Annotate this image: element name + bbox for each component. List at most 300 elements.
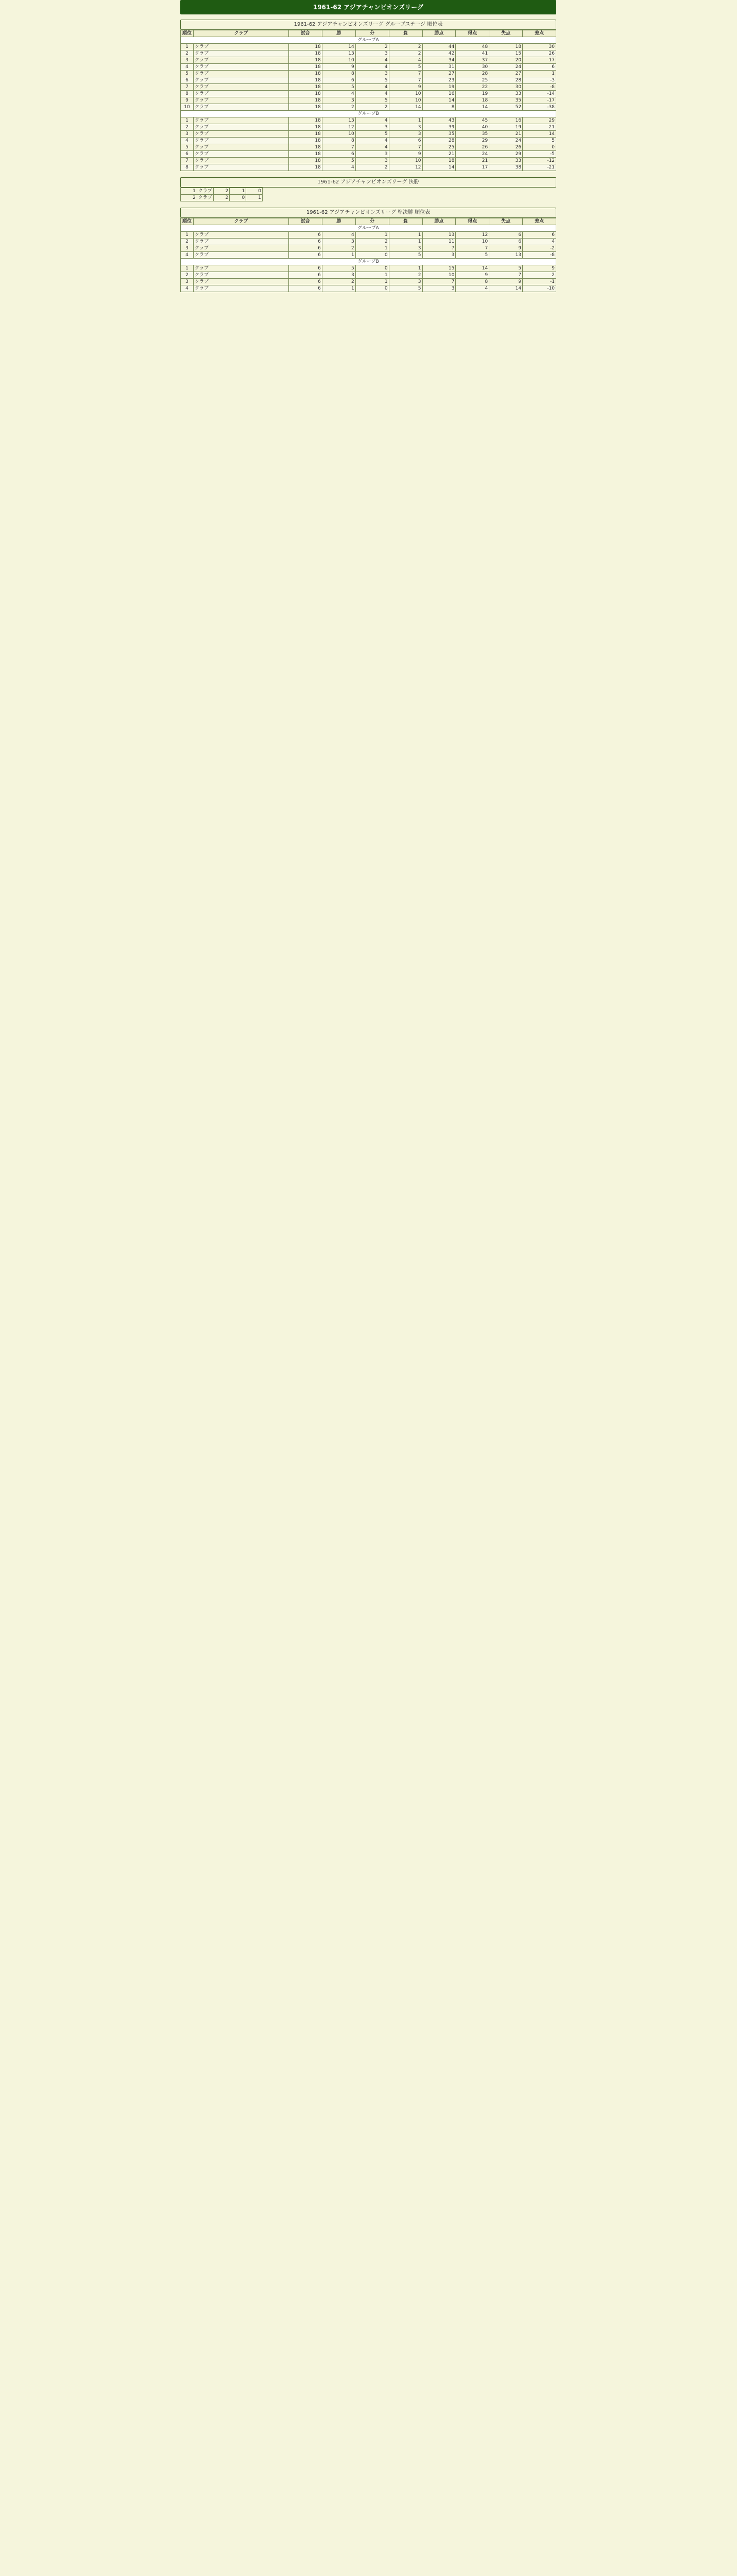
table-cell: 48 xyxy=(456,44,489,50)
table-cell: -10 xyxy=(523,285,556,292)
table-cell: 27 xyxy=(422,71,456,77)
table-cell: 1 xyxy=(355,232,389,239)
table-header-row xyxy=(181,30,556,37)
table-row xyxy=(181,138,556,144)
table-cell: 6 xyxy=(181,77,194,84)
table-cell: 30 xyxy=(523,44,556,50)
table-cell: -14 xyxy=(523,91,556,97)
table-cell: 4 xyxy=(355,57,389,64)
table-row xyxy=(181,104,556,111)
table-cell: 26 xyxy=(456,144,489,151)
table-cell: 3 xyxy=(181,57,194,64)
table-cell: 12 xyxy=(456,232,489,239)
table-cell: クラブ xyxy=(194,117,289,124)
table-row xyxy=(181,245,556,252)
table-cell: -5 xyxy=(523,151,556,158)
table-cell: 18 xyxy=(289,57,322,64)
table-cell: -38 xyxy=(523,104,556,111)
table-cell: 3 xyxy=(355,124,389,131)
table-cell: 25 xyxy=(422,144,456,151)
table-cell: 0 xyxy=(355,265,389,272)
table-cell: 30 xyxy=(456,64,489,71)
table-cell: 3 xyxy=(355,50,389,57)
table-cell: 29 xyxy=(523,117,556,124)
group-row xyxy=(181,225,556,232)
table-cell: 10 xyxy=(456,239,489,245)
table-cell: 18 xyxy=(289,84,322,91)
table-cell: クラブ xyxy=(194,265,289,272)
table-cell: 5 xyxy=(389,64,422,71)
table-cell: 2 xyxy=(389,50,422,57)
table-cell: 2 xyxy=(181,195,197,201)
table-cell: 7 xyxy=(456,245,489,252)
table-row xyxy=(181,77,556,84)
table-cell: クラブ xyxy=(194,138,289,144)
table-cell: クラブ xyxy=(197,195,213,201)
table-row xyxy=(181,164,556,171)
section-title: 1961-62 アジアチャンピオンズリーグ 決勝 xyxy=(180,177,556,188)
table-cell: 33 xyxy=(489,91,523,97)
table-cell: 34 xyxy=(422,57,456,64)
table-cell: 5 xyxy=(389,252,422,259)
col-header: 失点 xyxy=(489,218,523,225)
table-cell: 4 xyxy=(355,117,389,124)
table-cell: 9 xyxy=(181,97,194,104)
table-cell: クラブ xyxy=(194,232,289,239)
col-header: 試合 xyxy=(289,218,322,225)
table-cell: 8 xyxy=(456,279,489,285)
table-cell: 10 xyxy=(322,57,355,64)
table-cell: 42 xyxy=(422,50,456,57)
table-cell: 5 xyxy=(389,285,422,292)
table-cell: 6 xyxy=(523,64,556,71)
col-rank: 順位 xyxy=(181,218,194,225)
section xyxy=(180,208,556,292)
table-cell: 1 xyxy=(389,117,422,124)
table-cell: 2 xyxy=(355,44,389,50)
table-cell: 10 xyxy=(389,91,422,97)
table-cell: 43 xyxy=(422,117,456,124)
table-cell: 28 xyxy=(422,138,456,144)
table-cell: 29 xyxy=(489,151,523,158)
table-cell: 14 xyxy=(422,164,456,171)
table-cell: 3 xyxy=(389,124,422,131)
table-cell: 7 xyxy=(181,84,194,91)
table-cell: -12 xyxy=(523,158,556,164)
table-cell: 2 xyxy=(322,245,355,252)
table-cell: 3 xyxy=(422,252,456,259)
table-row xyxy=(181,195,263,201)
table-cell: クラブ xyxy=(194,84,289,91)
table-cell: 5 xyxy=(181,144,194,151)
table-cell: 4 xyxy=(523,239,556,245)
table-cell: 8 xyxy=(322,138,355,144)
col-header: 勝点 xyxy=(422,30,456,37)
table-cell: -1 xyxy=(523,279,556,285)
table-cell: 9 xyxy=(489,245,523,252)
table-cell: 3 xyxy=(389,279,422,285)
spacer xyxy=(180,14,556,20)
table-cell: 12 xyxy=(389,164,422,171)
table-cell: 2 xyxy=(181,50,194,57)
table-cell: 1 xyxy=(355,279,389,285)
table-cell: 8 xyxy=(322,71,355,77)
table-cell: クラブ xyxy=(194,104,289,111)
table-cell: 4 xyxy=(355,91,389,97)
table-cell: 6 xyxy=(289,232,322,239)
table-cell: 9 xyxy=(389,84,422,91)
table-cell: 4 xyxy=(389,57,422,64)
table-cell: 25 xyxy=(456,77,489,84)
table-cell: 2 xyxy=(355,239,389,245)
table-cell: 5 xyxy=(322,84,355,91)
table-cell: 14 xyxy=(389,104,422,111)
table-cell: 33 xyxy=(489,158,523,164)
table-row xyxy=(181,124,556,131)
table-cell: 38 xyxy=(489,164,523,171)
table-cell: 18 xyxy=(289,44,322,50)
table-cell: 18 xyxy=(289,151,322,158)
table-cell: クラブ xyxy=(194,64,289,71)
table-cell: 18 xyxy=(489,44,523,50)
table-cell: 2 xyxy=(355,104,389,111)
col-header: 差点 xyxy=(523,30,556,37)
table-cell: 19 xyxy=(489,124,523,131)
table-cell: 1 xyxy=(523,71,556,77)
table-cell: 5 xyxy=(489,265,523,272)
table-cell: 16 xyxy=(489,117,523,124)
table-cell: 18 xyxy=(289,91,322,97)
table-cell: クラブ xyxy=(194,50,289,57)
table-cell: 2 xyxy=(213,195,230,201)
table-cell: 22 xyxy=(456,84,489,91)
table-cell: 1 xyxy=(246,195,263,201)
table-cell: 39 xyxy=(422,124,456,131)
table-cell: 8 xyxy=(181,91,194,97)
table-cell: 18 xyxy=(289,158,322,164)
table-cell: 2 xyxy=(322,104,355,111)
table-cell: 7 xyxy=(489,272,523,279)
table-cell: 14 xyxy=(456,265,489,272)
col-header: 試合 xyxy=(289,30,322,37)
final-table xyxy=(180,188,263,201)
table-cell: 3 xyxy=(322,239,355,245)
table-cell: 9 xyxy=(523,265,556,272)
table-cell: 18 xyxy=(289,77,322,84)
table-cell: 4 xyxy=(181,64,194,71)
table-cell: クラブ xyxy=(194,272,289,279)
table-cell: 21 xyxy=(422,151,456,158)
col-rank: 順位 xyxy=(181,30,194,37)
table-cell: 26 xyxy=(489,144,523,151)
table-cell: 6 xyxy=(289,265,322,272)
table-cell: 4 xyxy=(355,64,389,71)
table-row xyxy=(181,117,556,124)
table-cell: クラブ xyxy=(194,252,289,259)
table-cell: 18 xyxy=(422,158,456,164)
table-row xyxy=(181,131,556,138)
col-header: 分 xyxy=(355,218,389,225)
standings-table xyxy=(180,218,556,292)
page-content xyxy=(180,0,556,999)
table-cell: 6 xyxy=(181,151,194,158)
table-cell: 6 xyxy=(289,245,322,252)
table-cell: クラブ xyxy=(194,164,289,171)
table-cell: 18 xyxy=(289,97,322,104)
section xyxy=(180,177,556,201)
table-cell: 4 xyxy=(355,144,389,151)
table-cell: 3 xyxy=(181,279,194,285)
table-cell: 18 xyxy=(289,117,322,124)
table-cell: 10 xyxy=(389,97,422,104)
table-cell: 6 xyxy=(289,239,322,245)
table-cell: 14 xyxy=(422,97,456,104)
table-cell: 6 xyxy=(523,232,556,239)
table-cell: 5 xyxy=(355,77,389,84)
table-row xyxy=(181,188,263,195)
table-cell: 5 xyxy=(456,252,489,259)
table-cell: 29 xyxy=(456,138,489,144)
table-cell: 1 xyxy=(389,232,422,239)
table-cell: 4 xyxy=(181,285,194,292)
table-cell: 24 xyxy=(489,64,523,71)
table-cell: 5 xyxy=(523,138,556,144)
table-cell: 0 xyxy=(246,188,263,195)
table-cell: 7 xyxy=(422,245,456,252)
table-cell: クラブ xyxy=(194,77,289,84)
table-cell: 1 xyxy=(181,188,197,195)
table-cell: 18 xyxy=(289,164,322,171)
table-cell: 1 xyxy=(355,245,389,252)
table-cell: 3 xyxy=(322,272,355,279)
table-cell: 3 xyxy=(355,158,389,164)
table-cell: 5 xyxy=(322,265,355,272)
table-cell: クラブ xyxy=(194,151,289,158)
table-cell: 13 xyxy=(322,117,355,124)
table-cell: 18 xyxy=(456,97,489,104)
table-cell: 6 xyxy=(389,138,422,144)
section-title: 1961-62 アジアチャンピオンズリーグ 準決勝 順位表 xyxy=(180,208,556,218)
table-cell: -8 xyxy=(523,252,556,259)
page-title: 1961-62 アジアチャンピオンズリーグ xyxy=(180,0,556,14)
table-cell: 0 xyxy=(355,285,389,292)
table-cell: 26 xyxy=(523,50,556,57)
col-header: 得点 xyxy=(456,218,489,225)
page xyxy=(0,0,737,999)
col-header: 失点 xyxy=(489,30,523,37)
table-cell: 4 xyxy=(322,164,355,171)
table-cell: 4 xyxy=(181,138,194,144)
group-label: グループB xyxy=(181,111,556,117)
table-cell: 28 xyxy=(489,77,523,84)
table-cell: 10 xyxy=(389,158,422,164)
table-cell: 1 xyxy=(322,252,355,259)
table-cell: クラブ xyxy=(194,285,289,292)
table-cell: 21 xyxy=(456,158,489,164)
table-cell: 3 xyxy=(355,151,389,158)
table-cell: 1 xyxy=(181,117,194,124)
table-cell: 6 xyxy=(289,272,322,279)
table-cell: 24 xyxy=(456,151,489,158)
table-cell: 13 xyxy=(422,232,456,239)
table-cell: 4 xyxy=(322,91,355,97)
table-cell: クラブ xyxy=(194,158,289,164)
col-header: 負 xyxy=(389,218,422,225)
table-cell: 44 xyxy=(422,44,456,50)
standings-table xyxy=(180,30,556,171)
table-cell: 2 xyxy=(181,239,194,245)
table-cell: 37 xyxy=(456,57,489,64)
table-cell: 12 xyxy=(322,124,355,131)
table-cell: 5 xyxy=(355,97,389,104)
table-row xyxy=(181,44,556,50)
col-header: 勝 xyxy=(322,30,355,37)
table-cell: クラブ xyxy=(194,245,289,252)
table-cell: 31 xyxy=(422,64,456,71)
table-row xyxy=(181,64,556,71)
table-cell: 2 xyxy=(181,272,194,279)
col-header: 勝点 xyxy=(422,218,456,225)
table-cell: -21 xyxy=(523,164,556,171)
table-cell: 0 xyxy=(355,252,389,259)
table-cell: 4 xyxy=(322,232,355,239)
table-cell: クラブ xyxy=(197,188,213,195)
table-cell: 15 xyxy=(489,50,523,57)
table-row xyxy=(181,84,556,91)
table-cell: 4 xyxy=(181,252,194,259)
table-cell: 13 xyxy=(489,252,523,259)
table-row xyxy=(181,252,556,259)
table-cell: 7 xyxy=(389,71,422,77)
table-cell: -3 xyxy=(523,77,556,84)
table-cell: 28 xyxy=(456,71,489,77)
group-row xyxy=(181,111,556,117)
table-cell: 5 xyxy=(181,71,194,77)
table-cell: クラブ xyxy=(194,131,289,138)
table-cell: 14 xyxy=(489,285,523,292)
table-cell: 23 xyxy=(422,77,456,84)
group-label: グループA xyxy=(181,225,556,232)
table-cell: 8 xyxy=(422,104,456,111)
table-cell: 1 xyxy=(181,232,194,239)
table-cell: 5 xyxy=(355,131,389,138)
table-cell: 35 xyxy=(422,131,456,138)
table-cell: 1 xyxy=(322,285,355,292)
table-cell: 1 xyxy=(389,239,422,245)
table-cell: 3 xyxy=(181,131,194,138)
col-header: 分 xyxy=(355,30,389,37)
table-cell: 3 xyxy=(422,285,456,292)
table-cell: 40 xyxy=(456,124,489,131)
table-cell: クラブ xyxy=(194,279,289,285)
table-cell: 7 xyxy=(181,158,194,164)
table-cell: 14 xyxy=(456,104,489,111)
table-cell: 15 xyxy=(422,265,456,272)
table-cell: 7 xyxy=(422,279,456,285)
table-cell: クラブ xyxy=(194,91,289,97)
table-cell: クラブ xyxy=(194,44,289,50)
table-cell: 18 xyxy=(289,138,322,144)
table-cell: 13 xyxy=(322,50,355,57)
table-cell: 18 xyxy=(289,50,322,57)
table-cell: 1 xyxy=(181,265,194,272)
table-cell: 14 xyxy=(322,44,355,50)
table-cell: 6 xyxy=(289,252,322,259)
table-cell: 1 xyxy=(230,188,246,195)
table-cell: 10 xyxy=(181,104,194,111)
table-cell: 18 xyxy=(289,124,322,131)
table-cell: 5 xyxy=(322,158,355,164)
table-cell: 24 xyxy=(489,138,523,144)
table-row xyxy=(181,97,556,104)
table-row xyxy=(181,50,556,57)
table-cell: 6 xyxy=(489,239,523,245)
table-cell: 27 xyxy=(489,71,523,77)
table-cell: 19 xyxy=(456,91,489,97)
table-cell: クラブ xyxy=(194,71,289,77)
table-cell: 9 xyxy=(389,151,422,158)
table-row xyxy=(181,232,556,239)
table-cell: 1 xyxy=(355,272,389,279)
table-cell: 2 xyxy=(355,164,389,171)
table-cell: 9 xyxy=(322,64,355,71)
table-cell: 2 xyxy=(523,272,556,279)
table-cell: 7 xyxy=(389,144,422,151)
table-cell: クラブ xyxy=(194,144,289,151)
section xyxy=(180,20,556,171)
table-cell: 35 xyxy=(456,131,489,138)
table-cell: 6 xyxy=(489,232,523,239)
table-cell: 18 xyxy=(289,131,322,138)
table-row xyxy=(181,239,556,245)
table-row xyxy=(181,272,556,279)
table-cell: 20 xyxy=(489,57,523,64)
table-cell: 30 xyxy=(489,84,523,91)
table-cell: 6 xyxy=(322,77,355,84)
table-cell: 6 xyxy=(289,285,322,292)
table-cell: 17 xyxy=(456,164,489,171)
table-cell: 7 xyxy=(322,144,355,151)
table-cell: 17 xyxy=(523,57,556,64)
table-cell: 14 xyxy=(523,131,556,138)
table-cell: 0 xyxy=(230,195,246,201)
table-cell: 18 xyxy=(289,64,322,71)
table-cell: -8 xyxy=(523,84,556,91)
table-row xyxy=(181,158,556,164)
table-cell: 8 xyxy=(181,164,194,171)
table-cell: クラブ xyxy=(194,57,289,64)
table-cell: 0 xyxy=(523,144,556,151)
table-cell: クラブ xyxy=(194,124,289,131)
table-cell: 21 xyxy=(523,124,556,131)
group-label: グループA xyxy=(181,37,556,44)
table-cell: 7 xyxy=(389,77,422,84)
table-cell: 2 xyxy=(322,279,355,285)
table-cell: 3 xyxy=(389,245,422,252)
table-cell: 2 xyxy=(389,272,422,279)
table-cell: 18 xyxy=(289,104,322,111)
group-row xyxy=(181,259,556,265)
table-row xyxy=(181,285,556,292)
table-cell: 41 xyxy=(456,50,489,57)
table-cell: 3 xyxy=(181,245,194,252)
section-title: 1961-62 アジアチャンピオンズリーグ グループステージ 順位表 xyxy=(180,20,556,30)
table-cell: クラブ xyxy=(194,239,289,245)
table-cell: 11 xyxy=(422,239,456,245)
table-cell: 2 xyxy=(213,188,230,195)
table-cell: 35 xyxy=(489,97,523,104)
table-cell: 52 xyxy=(489,104,523,111)
